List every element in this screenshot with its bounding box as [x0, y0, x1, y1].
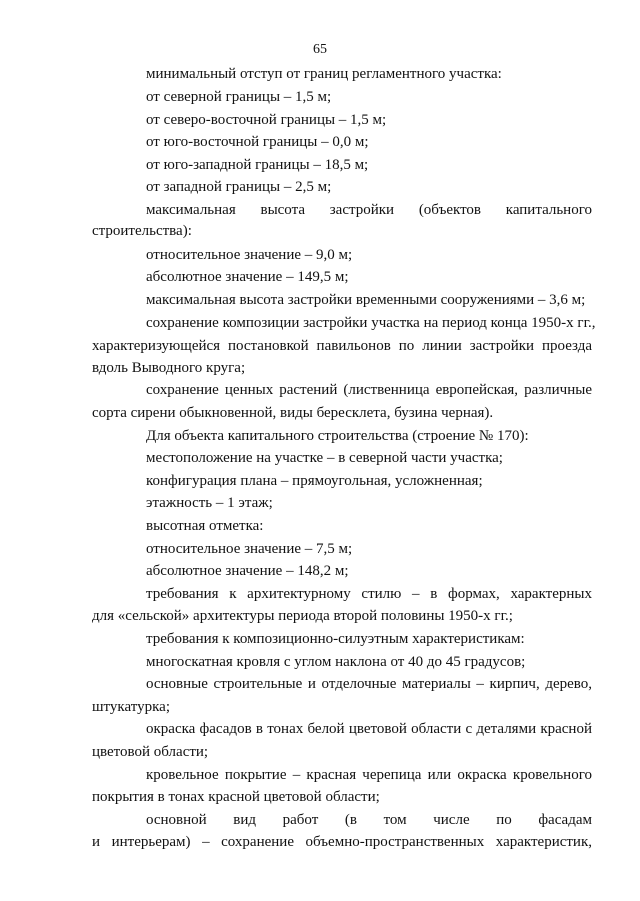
page-number: 65	[313, 42, 327, 57]
text-line: кровельное покрытие – красная черепица или окраска кровельного	[146, 767, 592, 783]
text-line: Для объекта капитального строительства (строение № 170):	[146, 428, 529, 444]
text-line: от северо-восточной границы – 1,5 м;	[146, 112, 387, 128]
text-line: штукатурка;	[92, 699, 170, 715]
text-line: сохранение ценных растений (лиственница европейская, различные	[146, 382, 592, 398]
text-line: основной вид работ (в том числе по фасадам	[146, 812, 592, 828]
text-line: максимальная высота застройки (объектов капитального	[146, 202, 592, 218]
text-line: максимальная высота застройки временными сооружениями – 3,6 м;	[146, 292, 586, 308]
text-line: строительства):	[92, 223, 192, 239]
text-line: относительное значение – 7,5 м;	[146, 541, 353, 557]
text-line: окраска фасадов в тонах белой цветовой области с деталями красной	[146, 721, 592, 737]
text-line: требования к композиционно-силуэтным характеристикам:	[146, 631, 525, 647]
text-line: сорта сирени обыкновенной, виды бересклета, бузина черная).	[92, 405, 494, 421]
text-line: относительное значение – 9,0 м;	[146, 247, 353, 263]
text-line: покрытия в тонах красной цветовой области;	[92, 789, 380, 805]
text-line: от северной границы – 1,5 м;	[146, 89, 332, 105]
text-line: абсолютное значение – 149,5 м;	[146, 269, 349, 285]
text-line: характеризующейся постановкой павильонов по линии застройки проезда	[92, 338, 592, 354]
text-line: конфигурация плана – прямоугольная, усложненная;	[146, 473, 483, 489]
text-line: многоскатная кровля с углом наклона от 40 до 45 градусов;	[146, 654, 526, 670]
text-line: минимальный отступ от границ регламентного участка:	[146, 66, 502, 82]
text-line: высотная отметка:	[146, 518, 264, 534]
text-line: этажность – 1 этаж;	[146, 495, 273, 511]
text-line: от юго-восточной границы – 0,0 м;	[146, 134, 369, 150]
text-line: и интерьерам) – сохранение объемно-пространственных характеристик,	[92, 834, 592, 850]
text-line: абсолютное значение – 148,2 м;	[146, 563, 349, 579]
text-line: для «сельской» архитектуры периода второй половины 1950-х гг.;	[92, 608, 513, 624]
text-line: сохранение композиции застройки участка на период конца 1950-х гг.,	[146, 315, 596, 331]
text-line: от западной границы – 2,5 м;	[146, 179, 332, 195]
text-line: цветовой области;	[92, 744, 209, 760]
text-line: требования к архитектурному стилю – в формах, характерных	[146, 586, 592, 602]
text-line: от юго-западной границы – 18,5 м;	[146, 157, 369, 173]
text-line: основные строительные и отделочные материалы – кирпич, дерево,	[146, 676, 592, 692]
text-line: местоположение на участке – в северной части участка;	[146, 450, 503, 466]
text-line: вдоль Выводного круга;	[92, 360, 246, 376]
